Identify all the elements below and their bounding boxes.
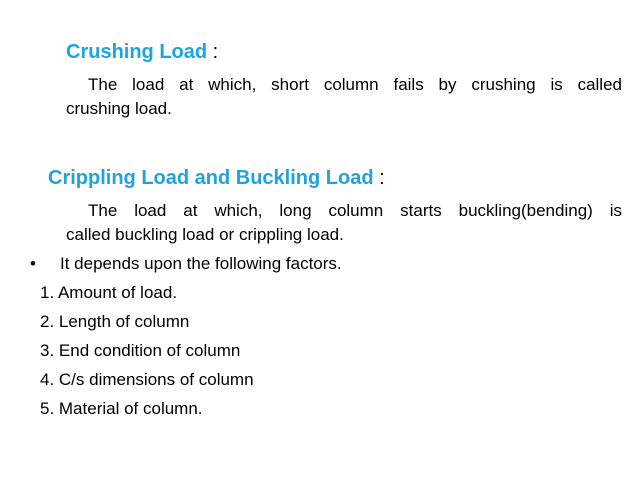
crushing-load-definition — [66, 73, 622, 121]
bullet-item — [30, 252, 342, 276]
crippling-load-title: Crippling Load and Buckling Load — [48, 167, 374, 189]
factor-item: 5. Material of column. — [40, 399, 203, 418]
factor-item: 2. Length of column — [40, 312, 190, 331]
crushing-load-heading — [66, 40, 218, 64]
definition-line-2: crushing load. — [66, 99, 172, 118]
bullet-icon: • — [30, 254, 36, 273]
factor-item: 3. End condition of column — [40, 341, 241, 360]
factor-item: 4. C/s dimensions of column — [40, 370, 254, 389]
factor-item: 1. Amount of load. — [40, 283, 178, 302]
heading-colon: : — [207, 41, 219, 63]
crippling-load-definition — [66, 199, 622, 247]
definition-line-1: The load at which, long column starts buckling(bending) is — [88, 201, 622, 220]
crippling-load-heading — [48, 166, 385, 190]
heading-colon: : — [373, 167, 385, 189]
crushing-load-title: Crushing Load — [66, 41, 208, 63]
definition-line-1: The load at which, short column fails by crushing is called — [88, 75, 622, 94]
bullet-text: It depends upon the following factors. — [60, 254, 342, 273]
definition-line-2: called buckling load or crippling load. — [66, 225, 344, 244]
